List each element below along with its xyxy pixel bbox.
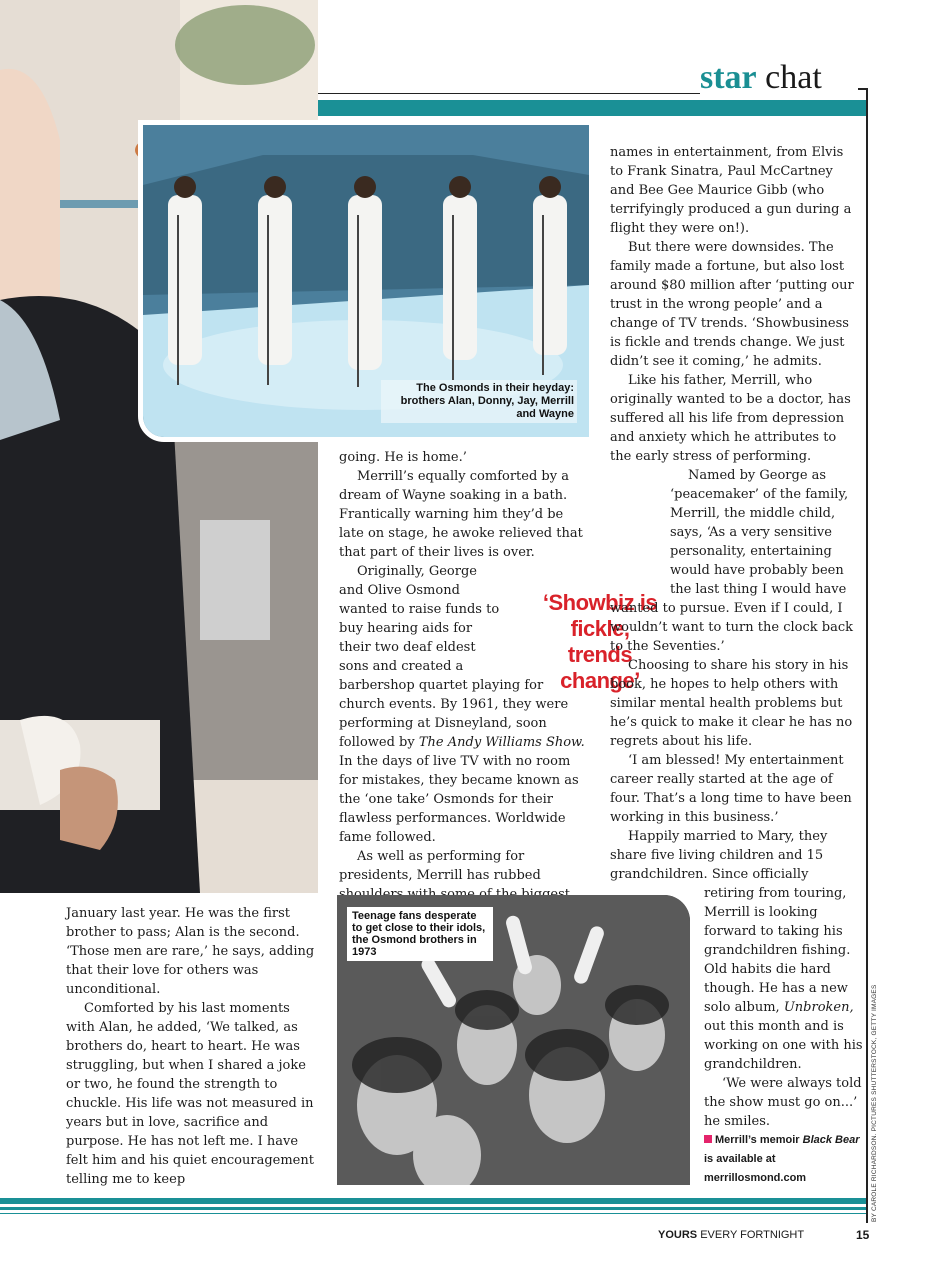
paragraph: Comforted by his last moments with Alan, he added, ‘We talked, as brothers do, heart to heart. He was struggling, but when I shared a joke or two, he found the strength to chuckle. His life was not measured in years but in love, sacrifice and purpose. He has not left me. I have felt him and his quiet encouragement telling me to keep [66, 1001, 314, 1187]
photo-credit: BY CAROLE RICHARDSON. PICTURES SHUTTERSTOCK, GETTY IMAGES [871, 984, 878, 1222]
paragraph: Happily married to Mary, they share five living children and 15 grandchildren. Since officially [610, 829, 828, 882]
paragraph: ‘We were always told the show must go on...’ he smiles. [704, 1076, 862, 1129]
section-title [700, 58, 822, 98]
magazine-brand: YOURS [658, 1229, 698, 1241]
page-number: 15 [856, 1228, 870, 1242]
article-column-a [66, 904, 318, 1189]
paragraph: Like his father, Merrill, who originally wanted to be a doctor, has suffered all his life from depression and anxiety which he attributes to the early stress of performing. [610, 373, 851, 464]
book-title: Black Bear [802, 1134, 860, 1146]
photo-caption-top: The Osmonds in their heyday: brothers Alan, Donny, Jay, Merrill and Wayne [381, 380, 577, 423]
paragraph: Choosing to share his story in his book, he hopes to help others with similar mental health problems but he’s quick to make it clear he has no regrets about his life. [610, 658, 853, 749]
right-rule [866, 88, 868, 1223]
text-run: retiring from touring, Merrill is looking forward to taking his grandchildren fishing. Old habits die hard though. He has a new solo album, [704, 886, 851, 1015]
footer-masthead [658, 1229, 804, 1241]
paragraph: going. He is home.’ [339, 450, 467, 465]
article-column-c [610, 143, 860, 884]
text-run: In the days of live TV with no room for mistakes, they became known as the ‘one take’ Osmonds for their flawless performances. Worldwide fame followed. [339, 754, 579, 845]
header-rule [318, 93, 700, 94]
bullet-square-icon [704, 1135, 712, 1143]
show-title: The Andy Williams Show. [418, 735, 585, 750]
text-run: is available at merrillosmond.com [704, 1153, 807, 1184]
paragraph [704, 884, 864, 1074]
paragraph: ‘I am blessed! My entertainment career really started at the age of four. That’s a long time to have been working in this business.’ [610, 753, 852, 825]
article-column-d [704, 884, 864, 1188]
paragraph: January last year. He was the first brother to pass; Alan is the second. ‘Those men are rare,’ he says, adding that their love for others was unconditional. [66, 906, 315, 997]
footer-teal-bar [0, 1207, 866, 1210]
photo-caption-bottom: Teenage fans desperate to get close to their idols, the Osmond brothers in 1973 [347, 907, 493, 961]
section-title-part1: star [700, 59, 757, 96]
wrap-spacer [610, 485, 670, 581]
text-run: Named by George as ‘peacemaker’ of the family, Merrill, the middle child, says, ‘As a very sensitive personality, entertaining would have probably been the last thing I would have wanted to pursue. Even if I could, I wouldn’t want to turn the clock back to the Seventies.’ [610, 468, 853, 654]
header-teal-bar [318, 100, 866, 116]
memoir-note [704, 1131, 864, 1188]
photo-teenage-fans [337, 895, 690, 1185]
paragraph: As well as performing for presidents, Merrill has rubbed [339, 849, 541, 883]
paragraph: names in entertainment, from Elvis to Frank Sinatra, Paul McCartney and Bee Gee Maurice Gibb (who terrifyingly produced a gun during a flight they were on!). [610, 145, 852, 236]
text-run: Originally, George and Olive Osmond wanted to raise funds to buy hearing aids for their two deaf eldest sons and created a barbershop quartet playing for church events. By 1961, they were performing at Disneyland, soon followed by [339, 564, 569, 750]
magazine-tagline: EVERY FORTNIGHT [700, 1229, 805, 1241]
footer-teal-bar [0, 1213, 866, 1214]
paragraph [610, 466, 860, 656]
right-rule-tick [858, 88, 868, 90]
paragraph: But there were downsides. The family made a fortune, but also lost around $80 million after ‘putting our trust in the wrong people’ and a change of TV trends. ‘Showbusiness is fickle and trends change. We just didn’t see it coming,’ he admits. [610, 240, 854, 369]
text-run: out this month and is working on one with his grandchildren. [704, 1019, 863, 1072]
text-run: Merrill’s memoir [715, 1134, 800, 1146]
section-title-part2: chat [765, 59, 822, 96]
footer-teal-bar [0, 1198, 866, 1204]
paragraph: Merrill’s equally comforted by a dream of Wayne soaking in a bath. Frantically warning him they’d be late on stage, he awoke relieved that that part of their lives is over. [339, 469, 583, 560]
photo-osmonds-heyday [138, 120, 594, 442]
pull-quote: ‘Showbiz is fickle, trends change’ [542, 590, 658, 693]
album-title: Unbroken, [783, 1000, 854, 1015]
